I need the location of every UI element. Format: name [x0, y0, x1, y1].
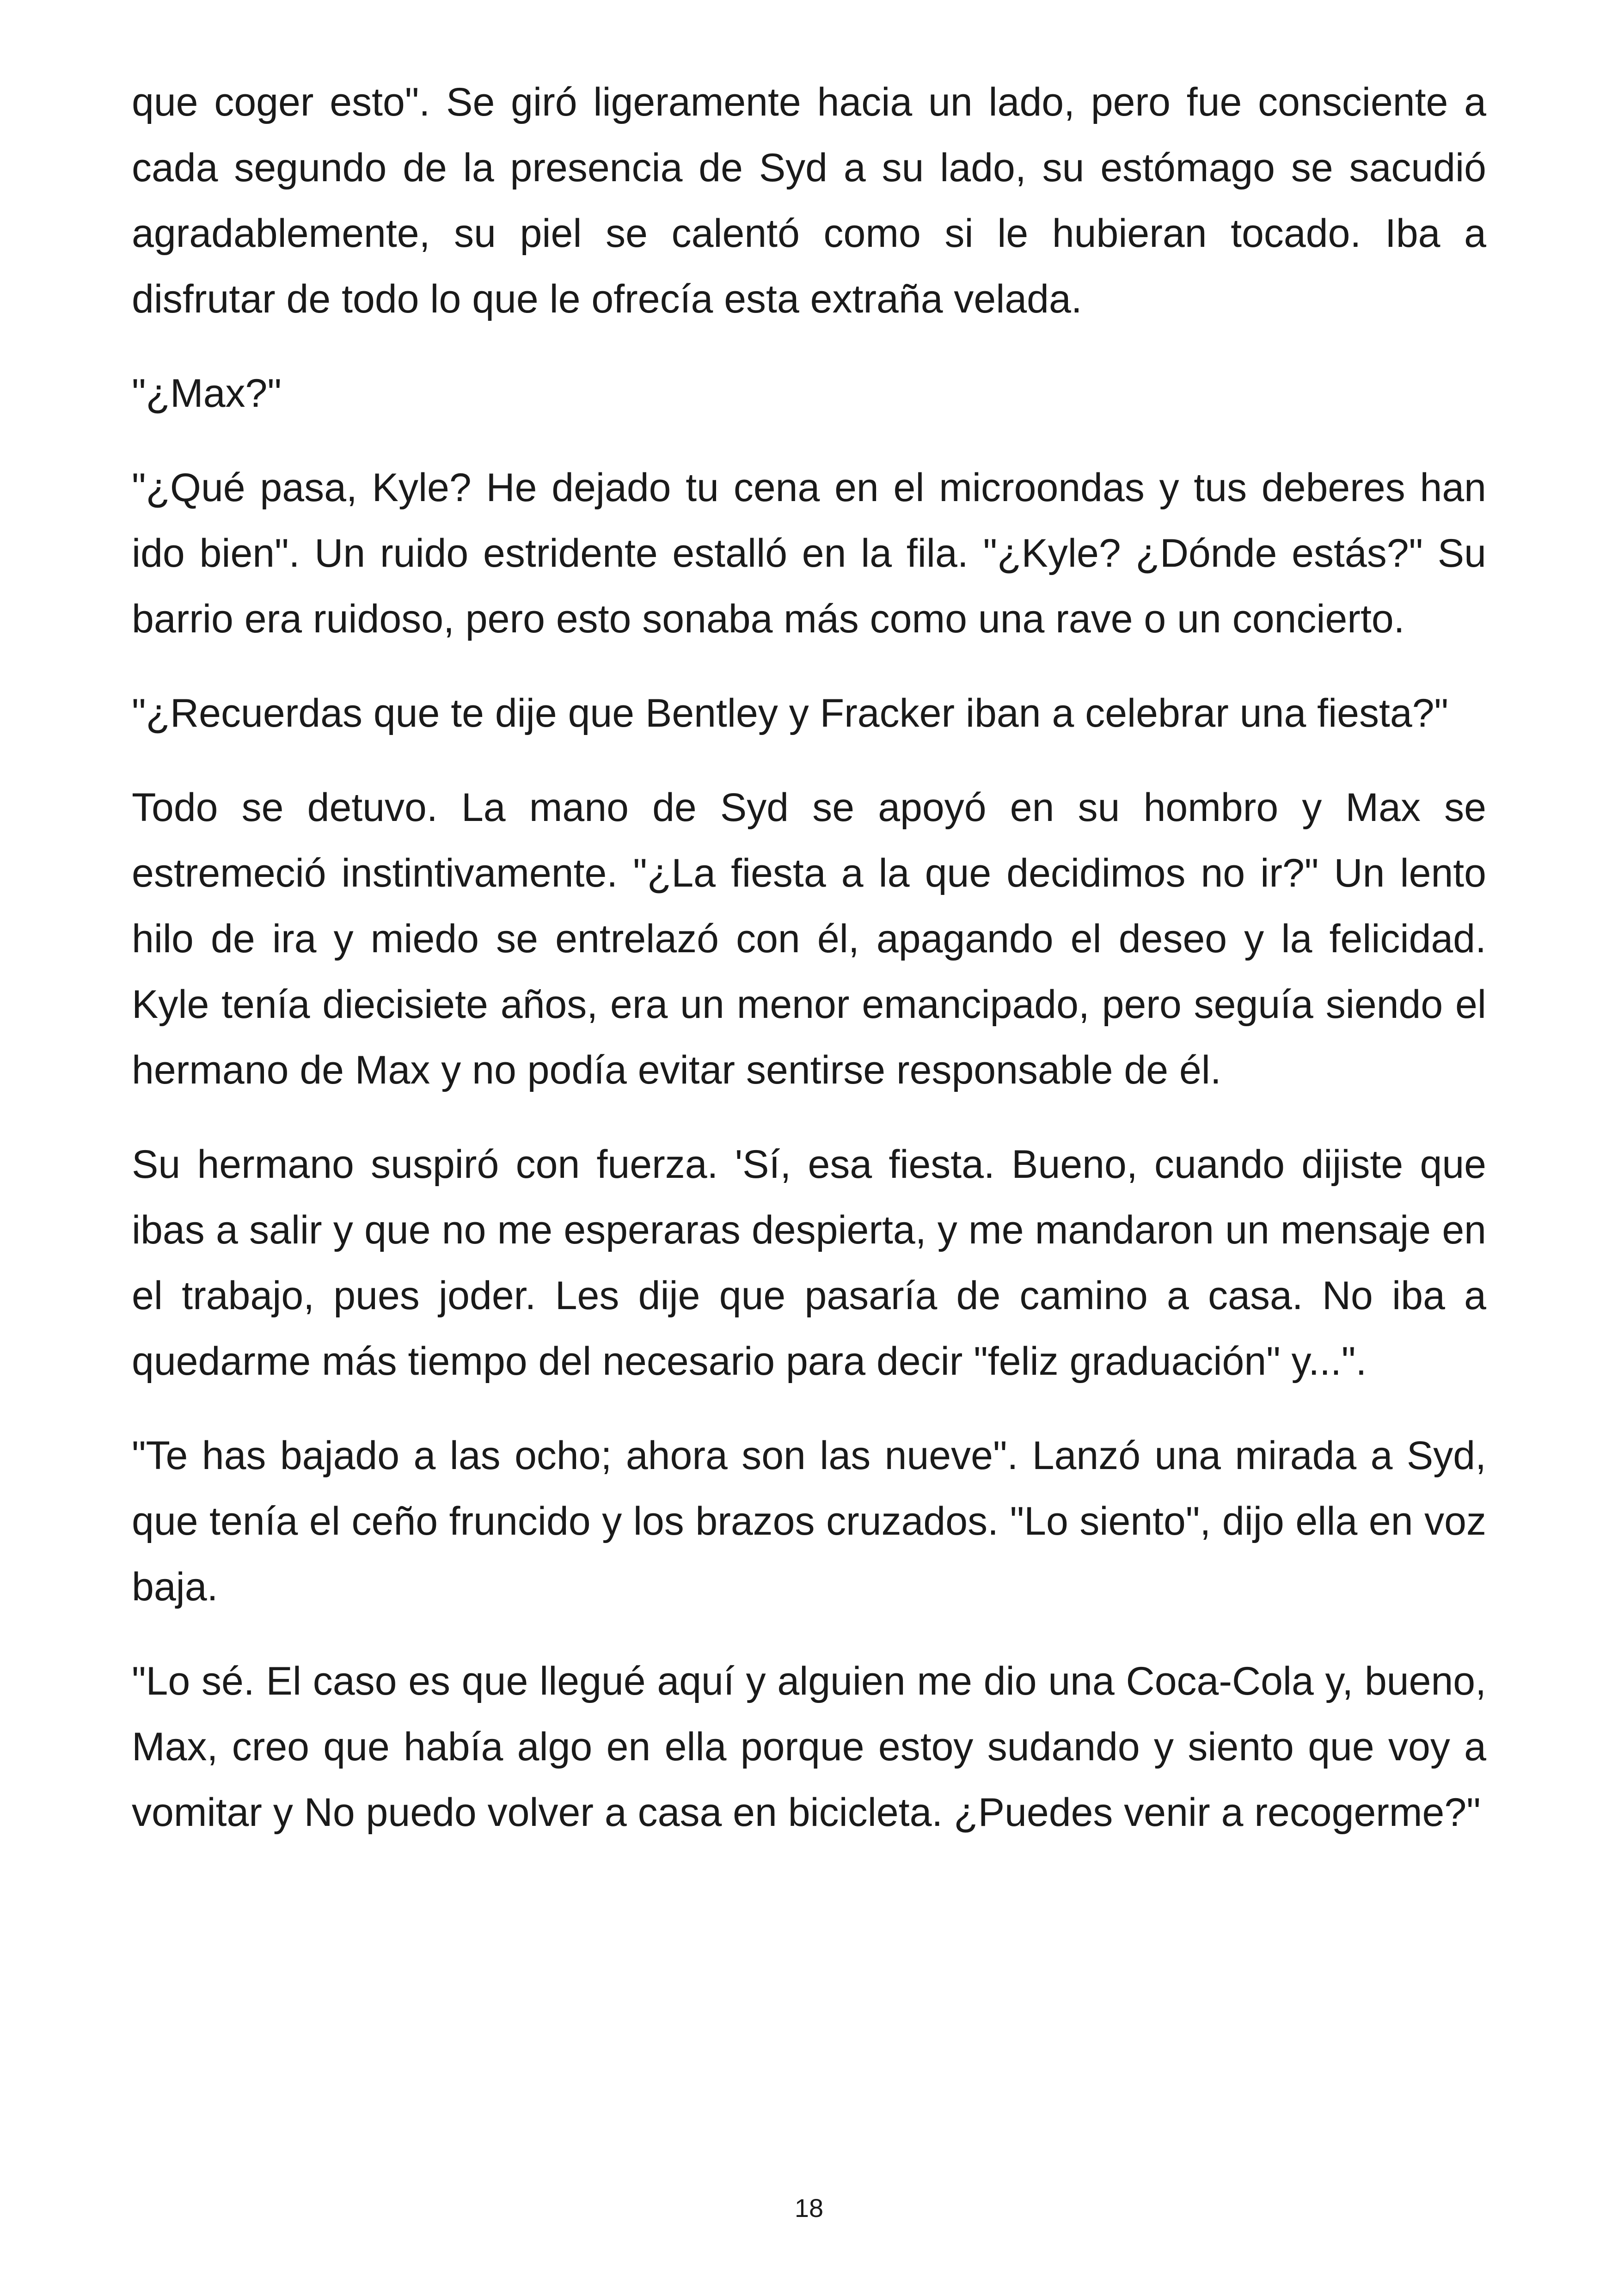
body-text — [132, 69, 1486, 1845]
paragraph-7: "Te has bajado a las ocho; ahora son las nueve". Lanzó una mirada a Syd, que tenía el ceño fruncido y los brazos cruzados. "Lo siento", dijo ella en voz baja. — [132, 1433, 1486, 1609]
paragraph-6: Su hermano suspiró con fuerza. 'Sí, esa fiesta. Bueno, cuando dijiste que ibas a salir y que no me esperaras despierta, y me mandaron un mensaje en el trabajo, pues joder. Les dije que pasaría de camino a casa. No iba a quedarme más tiempo del necesario para decir "feliz graduación" y...". — [132, 1142, 1486, 1384]
paragraph-8: "Lo sé. El caso es que llegué aquí y alguien me dio una Coca-Cola y, bueno, Max, creo que había algo en ella porque estoy sudando y siento que voy a vomitar y No puedo volver a casa en bicicleta. ¿Puedes venir a recogerme?" — [132, 1659, 1486, 1835]
paragraph-2: "¿Max?" — [132, 371, 282, 416]
paragraph-5: Todo se detuvo. La mano de Syd se apoyó en su hombro y Max se estremeció instintivamente. "¿La fiesta a la que decidimos no ir?" Un lento hilo de ira y miedo se entrelazó con él, apagando el deseo y la felicidad. Kyle tenía diecisiete años, era un menor emancipado, pero seguía siendo el hermano de Max y no podía evitar sentirse responsable de él. — [132, 785, 1486, 1092]
paragraph-4: "¿Recuerdas que te dije que Bentley y Fracker iban a celebrar una fiesta?" — [132, 691, 1449, 735]
page-number: 18 — [794, 2193, 824, 2223]
paragraph-1: que coger esto". Se giró ligeramente hacia un lado, pero fue consciente a cada segundo de la presencia de Syd a su lado, su estómago se sacudió agradablemente, su piel se calentó como si le hubieran tocado. Iba a disfrutar de todo lo que le ofrecía esta extraña velada. — [132, 80, 1486, 321]
paragraph-3: "¿Qué pasa, Kyle? He dejado tu cena en el microondas y tus deberes han ido bien". Un ruido estridente estalló en la fila. "¿Kyle? ¿Dónde estás?" Su barrio era ruidoso, pero esto sonaba más como una rave o un concierto. — [132, 465, 1486, 641]
